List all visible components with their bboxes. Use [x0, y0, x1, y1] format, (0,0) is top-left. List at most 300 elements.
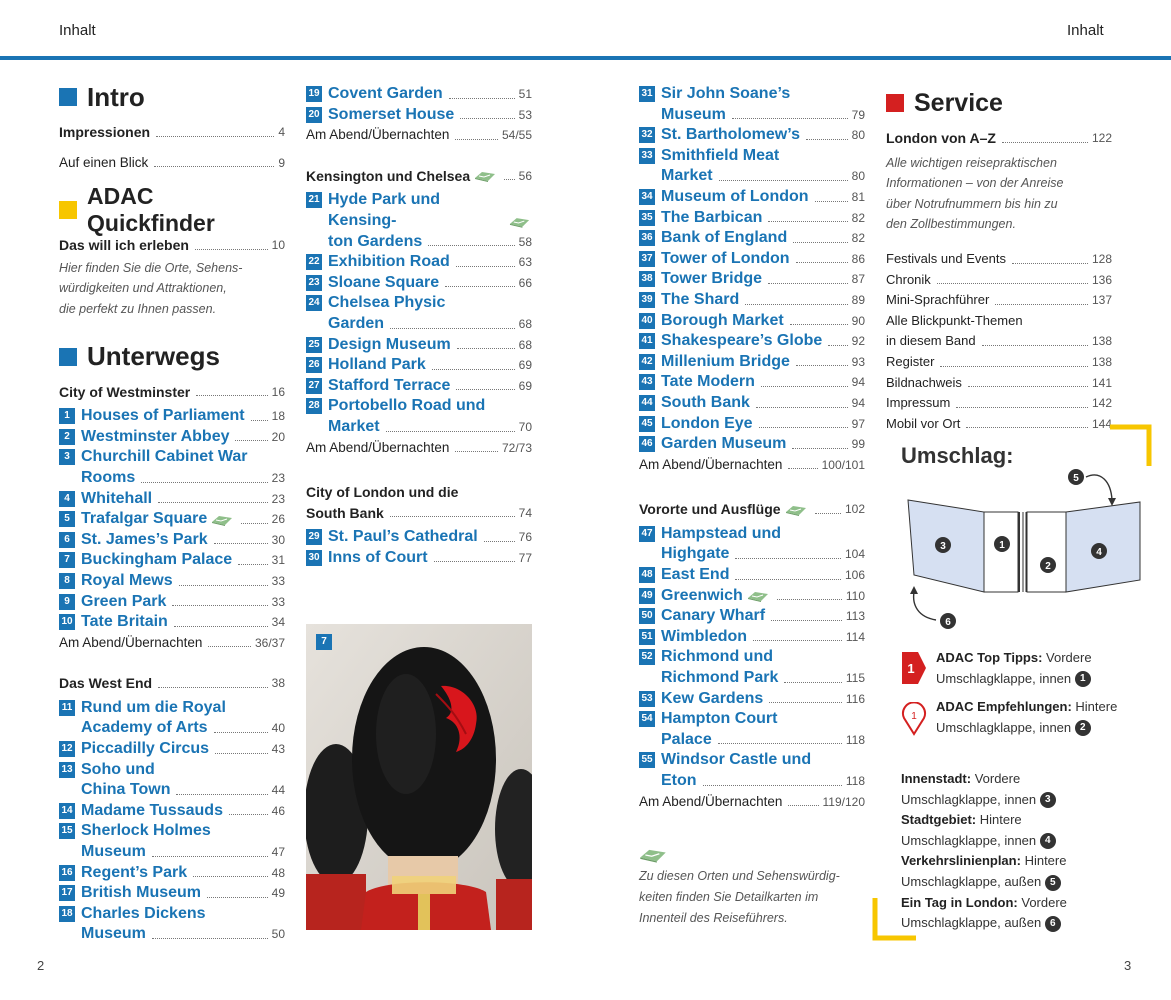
entry-number: 42	[639, 354, 655, 370]
entry-page: 110	[845, 588, 865, 603]
entry-page: 77	[518, 550, 532, 565]
entry-title: East End	[661, 566, 730, 584]
entry-page: 66	[518, 275, 532, 290]
toc-entry[interactable]	[639, 290, 865, 311]
entry-title: Smithfield Meat	[661, 146, 780, 164]
entry-number: 26	[306, 357, 322, 373]
entry-page: 51	[518, 87, 532, 101]
entry-number: 24	[306, 295, 322, 311]
entry-number: 39	[639, 292, 655, 308]
toc-entry[interactable]	[306, 293, 532, 334]
entry-number: 17	[59, 885, 75, 901]
map-icon	[211, 513, 233, 527]
toc-line-das-will-ich-erleben[interactable]: Das will ich erleben 10	[59, 237, 285, 254]
entry-number: 25	[306, 337, 322, 353]
toc-group-vororte[interactable]: Vororte und Ausflüge 102	[639, 501, 865, 518]
entry-page: 23	[271, 491, 285, 506]
toc-entry[interactable]	[639, 249, 865, 270]
entry-title-cont: Highgate	[661, 545, 730, 563]
blue-square-icon	[59, 88, 77, 106]
entry-page: 87	[851, 272, 865, 287]
header-right: Inhalt	[1067, 22, 1104, 39]
diagram-label-6: 6	[945, 617, 951, 628]
corner-bracket-top	[1110, 424, 1152, 466]
entry-title: Tate Britain	[81, 613, 168, 631]
diagram-label-1: 1	[999, 540, 1005, 551]
toc-entry[interactable]	[639, 586, 865, 607]
quickfinder-description: Hier finden Sie die Orte, Sehens- würdigkeiten und Attraktionen, die perfekt zu Ihnen passen.	[59, 260, 243, 316]
entry-title-cont: Museum	[661, 105, 726, 123]
entry-page: 118	[845, 774, 865, 788]
entry-title-cont: Palace	[661, 730, 712, 748]
cover-maps-list: Innenstadt: Vordere Umschlagklappe, innen 3 Stadtgebiet: Hintere Umschlagklappe, innen 4 Verkehrslinienplan: Hintere Umschlagklappe, außen 5 Ein Tag in London: Vordere Umschlagklappe, außen 6	[901, 771, 1067, 931]
service-item[interactable]: Chronik 136	[886, 271, 1112, 287]
entry-number: 16	[59, 865, 75, 881]
toc-group-westend[interactable]: Das West End 38	[59, 675, 285, 692]
entry-number: 34	[639, 189, 655, 205]
toc-line-abend[interactable]: Am Abend/Übernachten 100/101	[639, 456, 865, 472]
entry-page: 97	[851, 416, 865, 431]
entry-number: 36	[639, 230, 655, 246]
entry-page: 90	[851, 313, 865, 328]
entry-title-cont: Market	[328, 417, 380, 435]
toc-entry[interactable]	[306, 84, 532, 105]
cover-fold-diagram	[896, 462, 1152, 637]
toc-entry[interactable]	[59, 592, 285, 613]
entry-number: 32	[639, 127, 655, 143]
entry-number: 40	[639, 313, 655, 329]
entry-title: British Museum	[81, 884, 202, 902]
section-intro: Intro	[59, 80, 285, 114]
entry-number: 19	[306, 86, 322, 102]
entry-number: 10	[59, 614, 75, 630]
entry-page: 69	[518, 358, 532, 373]
entry-title: Hampstead und	[661, 524, 782, 542]
entry-page: 118	[845, 732, 865, 747]
red-square-icon	[886, 94, 904, 112]
entry-number: 55	[639, 752, 655, 768]
entry-title: Covent Garden	[328, 85, 443, 102]
entry-number: 14	[59, 803, 75, 819]
entry-title-cont: China Town	[81, 781, 171, 799]
entry-page: 46	[271, 803, 285, 818]
entry-number: 51	[639, 629, 655, 645]
corner-bracket-bottom	[872, 898, 916, 942]
toc-entry[interactable]	[639, 311, 865, 332]
entry-number: 35	[639, 210, 655, 226]
entry-page: 33	[271, 594, 285, 609]
entry-title: Royal Mews	[81, 571, 173, 589]
entry-title: Sir John Soane’s	[661, 85, 791, 102]
entry-number: 9	[59, 594, 75, 610]
entry-page: 93	[851, 354, 865, 369]
entry-title-cont: Academy of Arts	[81, 719, 208, 737]
entry-number: 12	[59, 741, 75, 757]
entry-title: Shakespeare’s Globe	[661, 332, 823, 350]
westend-list	[59, 698, 285, 945]
umschlag-title: Umschlag:	[901, 443, 1014, 468]
toc-entry[interactable]	[59, 904, 285, 945]
toc-entry[interactable]	[639, 84, 865, 125]
entry-page: 115	[845, 671, 865, 686]
toc-entry[interactable]	[639, 647, 865, 688]
toc-entry[interactable]	[639, 606, 865, 627]
entry-number: 45	[639, 416, 655, 432]
map-icon	[639, 846, 667, 864]
toc-entry[interactable]	[306, 355, 532, 376]
entry-title: Tate Modern	[661, 373, 755, 391]
entry-page: 26	[271, 512, 285, 527]
entry-title: Bank of England	[661, 229, 788, 247]
entry-number: 47	[639, 526, 655, 542]
entry-page: 86	[851, 251, 865, 266]
map-note: Zu diesen Orten und Sehenswürdig- keiten finden Sie Detailkarten im Innenteil des Reiseführers.	[639, 869, 840, 925]
entry-title: St. Paul’s Cathedral	[328, 528, 478, 546]
entry-number: 18	[59, 906, 75, 922]
map-icon	[747, 589, 769, 603]
toc-entry[interactable]	[306, 252, 532, 273]
service-item[interactable]: Mobil vor Ort 144	[886, 415, 1112, 431]
entry-number: 20	[306, 107, 322, 123]
toc-column-3	[639, 84, 865, 928]
toc-entry[interactable]	[639, 393, 865, 414]
toc-entry[interactable]	[639, 187, 865, 208]
entry-number: 1	[59, 408, 75, 424]
diagram-label-2: 2	[1045, 561, 1051, 572]
entry-title: Inns of Court	[328, 548, 428, 566]
toc-entry[interactable]	[306, 376, 532, 397]
toc-entry[interactable]	[59, 530, 285, 551]
top-tipps-note: ADAC Top Tipps: Vordere Umschlagklappe, innen 1	[936, 650, 1092, 686]
entry-title: Canary Wharf	[661, 607, 766, 625]
entry-title: Chelsea Physic	[328, 294, 446, 312]
section-service: Service	[886, 86, 1112, 120]
toc-group-westminster[interactable]: City of Westminster 16	[59, 383, 285, 400]
entry-page: 30	[271, 532, 285, 547]
entry-title: Somerset House	[328, 105, 455, 123]
entry-title: Houses of Parliament	[81, 407, 245, 425]
toc-entry[interactable]	[306, 396, 532, 437]
entry-title: Windsor Castle und	[661, 751, 812, 769]
toc-entry[interactable]	[639, 228, 865, 249]
toc-entry[interactable]	[59, 883, 285, 904]
entry-page: 80	[851, 169, 865, 184]
toc-entry[interactable]	[59, 760, 285, 801]
entry-title-cont: Richmond Park	[661, 669, 779, 687]
entry-title: Madame Tussauds	[81, 801, 223, 819]
empfehlung-pin-icon	[900, 702, 928, 736]
entry-title-cont: Eton	[661, 772, 697, 789]
city-list-continued	[639, 84, 865, 455]
entry-title: Sloane Square	[328, 273, 440, 291]
entry-page: 63	[518, 255, 532, 270]
entry-title: Museum of London	[661, 187, 809, 205]
toc-entry[interactable]	[59, 406, 285, 427]
toc-entry[interactable]	[639, 434, 865, 455]
entry-title: Exhibition Road	[328, 253, 450, 271]
entry-page: 58	[518, 234, 532, 249]
toc-entry[interactable]	[306, 190, 532, 252]
entry-page: 116	[845, 691, 865, 706]
svg-text:1: 1	[911, 711, 917, 722]
diagram-label-5: 5	[1073, 473, 1079, 484]
service-item[interactable]: in diesem Band 138	[886, 333, 1112, 349]
toc-entry[interactable]	[59, 863, 285, 884]
service-item[interactable]: Impressum 142	[886, 395, 1112, 411]
entry-page: 69	[518, 378, 532, 393]
entry-page: 94	[851, 395, 865, 410]
westminster-list	[59, 406, 285, 633]
toc-entry[interactable]	[59, 447, 285, 488]
entry-number: 15	[59, 823, 75, 839]
service-list	[886, 249, 1112, 434]
toc-entry[interactable]	[59, 612, 285, 633]
entry-title: Rund um die Royal	[81, 698, 226, 716]
toc-entry[interactable]	[639, 372, 865, 393]
map-icon	[509, 215, 530, 229]
toc-entry[interactable]	[59, 571, 285, 592]
entry-page: 68	[518, 316, 532, 331]
toc-group-city-line2[interactable]: South Bank 74	[306, 504, 532, 521]
entry-title: Stafford Terrace	[328, 376, 451, 394]
bearskin-hat-image	[306, 624, 532, 930]
entry-title: Whitehall	[81, 489, 153, 507]
entry-title-cont: Museum	[81, 925, 146, 943]
entry-title: Millenium Bridge	[661, 352, 790, 370]
toc-entry[interactable]	[639, 331, 865, 352]
entry-number: 48	[639, 567, 655, 583]
entry-number: 52	[639, 649, 655, 665]
toc-column-4	[886, 86, 1112, 434]
city-list	[306, 527, 532, 568]
entry-page: 43	[271, 742, 285, 757]
yellow-square-icon	[59, 201, 77, 219]
entry-title: Holland Park	[328, 356, 426, 374]
entry-title: Green Park	[81, 592, 167, 610]
toc-entry[interactable]	[639, 524, 865, 565]
entry-page: 94	[851, 375, 865, 390]
entry-number: 7	[59, 552, 75, 568]
badge-2: 2	[1075, 720, 1091, 736]
entry-number: 2	[59, 429, 75, 445]
entry-page: 31	[271, 553, 285, 568]
entry-number: 22	[306, 254, 322, 270]
entry-number: 33	[639, 148, 655, 164]
entry-page: 89	[851, 292, 865, 307]
entry-title: Borough Market	[661, 311, 784, 329]
badge-1: 1	[1075, 671, 1091, 687]
blue-square-icon	[59, 348, 77, 366]
svg-text:1: 1	[907, 661, 915, 676]
entry-page: 113	[845, 609, 865, 624]
entry-page: 68	[518, 337, 532, 352]
entry-title: Piccadilly Circus	[81, 740, 210, 758]
service-description: Alle wichtigen reisepraktischen Informationen – von der Anreise über Notrufnummern bis hin zu den Zollbestimmungen.	[886, 155, 1064, 232]
entry-title: Soho und	[81, 760, 155, 778]
kensington-list	[306, 190, 532, 437]
entry-number: 41	[639, 333, 655, 349]
diagram-label-4: 4	[1096, 547, 1102, 558]
toc-entry[interactable]	[59, 801, 285, 822]
entry-number: 38	[639, 271, 655, 287]
entry-title: Wimbledon	[661, 627, 748, 645]
entry-page: 106	[844, 568, 865, 583]
toc-line-impressionen[interactable]: Impressionen 4	[59, 124, 285, 140]
entry-number: 5	[59, 511, 75, 527]
entry-number: 43	[639, 374, 655, 390]
entry-page: 44	[271, 783, 285, 798]
entry-page: 47	[271, 845, 285, 860]
toc-group-kensington[interactable]: Kensington und Chelsea 56	[306, 167, 532, 184]
entry-title: Buckingham Palace	[81, 551, 233, 569]
entry-title: Churchill Cabinet War	[81, 448, 248, 466]
toc-line-abend[interactable]: Am Abend/Übernachten 72/73	[306, 439, 532, 455]
entry-page: 40	[271, 721, 285, 736]
toc-entry[interactable]	[306, 335, 532, 356]
guardsman-photo	[306, 624, 532, 930]
entry-number: 49	[639, 588, 655, 604]
vororte-list	[639, 524, 865, 792]
toc-entry[interactable]	[306, 527, 532, 548]
entry-page: 104	[844, 547, 865, 562]
entry-title: Design Museum	[328, 335, 451, 353]
entry-title-cont: Museum	[81, 843, 146, 861]
service-item[interactable]: Bildnachweis 141	[886, 374, 1112, 390]
top-tipp-marker-icon	[900, 650, 928, 686]
toc-entry[interactable]	[639, 565, 865, 586]
toc-entry[interactable]	[59, 550, 285, 571]
toc-column-2	[306, 84, 532, 568]
entry-title: Hampton Court	[661, 710, 778, 728]
section-unterwegs: Unterwegs	[59, 340, 285, 374]
entry-title: St. James’s Park	[81, 530, 208, 548]
entry-page: 114	[845, 629, 865, 644]
empfehlungen-note: ADAC Empfehlungen: Hintere Umschlagklappe, innen 2	[936, 699, 1118, 735]
entry-number: 23	[306, 275, 322, 291]
toc-entry[interactable]	[639, 750, 865, 791]
page-number-right: 3	[1124, 958, 1132, 973]
entry-title: Westminster Abbey	[81, 427, 230, 445]
diagram-label-3: 3	[940, 541, 946, 552]
entry-page: 48	[271, 865, 285, 880]
toc-entry[interactable]	[639, 352, 865, 373]
entry-page: 92	[851, 334, 865, 349]
entry-title: Kew Gardens	[661, 689, 764, 707]
entry-title: The Shard	[661, 290, 740, 308]
entry-title: Regent’s Park	[81, 863, 188, 881]
entry-number: 3	[59, 449, 75, 465]
westend-list-continued	[306, 84, 532, 125]
entry-title-cont: Garden	[328, 314, 385, 332]
toc-entry[interactable]	[59, 821, 285, 862]
header-left: Inhalt	[59, 22, 96, 39]
entry-page: 33	[271, 573, 285, 588]
entry-page: 23	[271, 470, 285, 485]
entry-title-cont: Rooms	[81, 468, 136, 486]
entry-number: 54	[639, 711, 655, 727]
entry-number: 27	[306, 378, 322, 394]
entry-title-cont: Market	[661, 167, 713, 185]
entry-title: Sherlock Holmes	[81, 822, 211, 840]
entry-page: 70	[518, 419, 532, 434]
entry-page: 82	[851, 210, 865, 225]
entry-number: 44	[639, 395, 655, 411]
service-item[interactable]: Festivals und Events 128	[886, 250, 1112, 266]
toc-entry[interactable]	[306, 548, 532, 569]
entry-number: 8	[59, 573, 75, 589]
toc-line-auf-einen-blick[interactable]: Auf einen Blick 9	[59, 154, 285, 170]
service-item[interactable]: Alle Blickpunkt-Themen	[886, 312, 1023, 328]
entry-title: The Barbican	[661, 208, 763, 226]
service-item[interactable]: Register 138	[886, 353, 1112, 369]
section-quickfinder: ADAC Quickfinder	[59, 193, 285, 227]
toc-group-city-line1[interactable]: City of London und die	[306, 484, 459, 501]
toc-line-abend[interactable]: Am Abend/Übernachten 119/120	[639, 793, 865, 809]
toc-entry[interactable]	[639, 709, 865, 750]
entry-number: 53	[639, 691, 655, 707]
entry-number: 4	[59, 491, 75, 507]
toc-entry[interactable]	[639, 689, 865, 710]
entry-number: 50	[639, 608, 655, 624]
toc-entry[interactable]	[59, 739, 285, 760]
toc-entry[interactable]	[639, 414, 865, 435]
toc-entry[interactable]	[59, 427, 285, 448]
toc-entry[interactable]	[59, 698, 285, 739]
entry-page: 82	[851, 231, 865, 246]
entry-title: Richmond und	[661, 648, 773, 666]
entry-number: 6	[59, 532, 75, 548]
toc-entry[interactable]	[639, 269, 865, 290]
entry-page: 79	[851, 107, 865, 122]
entry-number: 46	[639, 436, 655, 452]
entry-page: 99	[851, 437, 865, 452]
toc-entry[interactable]	[306, 273, 532, 294]
entry-page: 50	[271, 927, 285, 942]
toc-entry[interactable]	[306, 105, 532, 126]
toc-entry[interactable]	[639, 627, 865, 648]
toc-entry[interactable]	[59, 509, 285, 530]
entry-number: 31	[639, 86, 655, 102]
entry-page: 80	[851, 128, 865, 143]
entry-number: 29	[306, 529, 322, 545]
entry-number: 13	[59, 762, 75, 778]
entry-page: 53	[518, 107, 532, 122]
map-icon	[474, 169, 496, 183]
entry-number: 30	[306, 550, 322, 566]
entry-title: Greenwich	[661, 586, 743, 604]
photo-number-badge: 7	[316, 634, 332, 650]
entry-title: Tower Bridge	[661, 270, 763, 288]
toc-entry[interactable]	[639, 146, 865, 187]
toc-line-london-a-z[interactable]: London von A–Z 122	[886, 130, 1112, 146]
entry-page: 81	[851, 189, 865, 204]
entry-number: 11	[59, 700, 75, 716]
entry-title: Hyde Park und Kensing-	[328, 191, 441, 229]
toc-entry[interactable]	[639, 125, 865, 146]
entry-title: St. Bartholomew’s	[661, 126, 800, 144]
toc-line-abend[interactable]: Am Abend/Übernachten 36/37	[59, 634, 285, 650]
entry-page: 49	[271, 886, 285, 901]
toc-line-abend[interactable]: Am Abend/Übernachten 54/55	[306, 127, 532, 143]
service-item[interactable]: Mini-Sprachführer 137	[886, 292, 1112, 308]
entry-number: 37	[639, 251, 655, 267]
entry-page: 34	[271, 615, 285, 630]
toc-entry[interactable]	[639, 208, 865, 229]
entry-title: Garden Museum	[661, 435, 787, 453]
toc-entry[interactable]	[59, 489, 285, 510]
entry-number: 28	[306, 398, 322, 414]
entry-title: London Eye	[661, 414, 753, 432]
